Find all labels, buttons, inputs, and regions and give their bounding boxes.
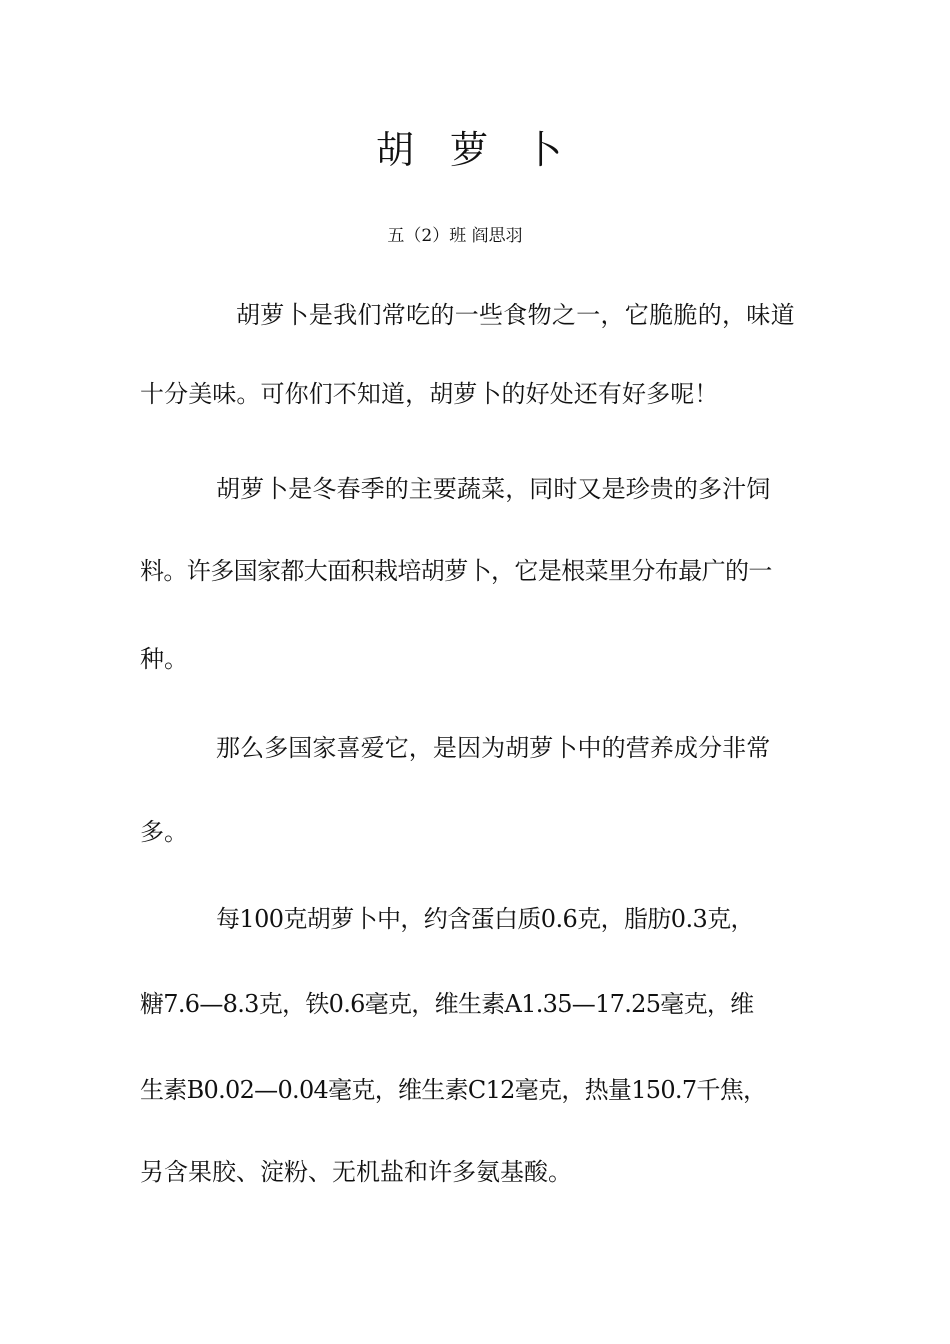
paragraph-4-line-1: 每100克胡萝卜中，约含蛋白质0.6克，脂肪0.3克， bbox=[216, 905, 754, 933]
paragraph-1-line-2: 十分美味。可你们不知道，胡萝卜的好处还有好多呢！ bbox=[140, 380, 719, 408]
paragraph-2-line-1: 胡萝卜是冬春季的主要蔬菜，同时又是珍贵的多汁饲 bbox=[216, 475, 771, 503]
paragraph-4-line-2: 糖7.6—8.3克，铁0.6毫克，维生素A1.35—17.25毫克，维 bbox=[140, 990, 754, 1018]
author-byline: 五（2）班 阎思羽 bbox=[387, 226, 523, 246]
paragraph-4-line-3: 生素B0.02—0.04毫克，维生素C12毫克，热量150.7千焦， bbox=[140, 1076, 767, 1104]
document-title: 胡 萝 卜 bbox=[375, 128, 575, 172]
paragraph-2-line-2: 料。许多国家都大面积栽培胡萝卜，它是根菜里分布最广的一 bbox=[140, 557, 772, 585]
paragraph-3-line-2: 多。 bbox=[140, 818, 188, 846]
paragraph-1-line-1: 胡萝卜是我们常吃的一些食物之一，它脆脆的，味道 bbox=[236, 301, 795, 329]
paragraph-4-line-4: 另含果胶、淀粉、无机盐和许多氨基酸。 bbox=[140, 1158, 572, 1186]
paragraph-3-line-1: 那么多国家喜爱它，是因为胡萝卜中的营养成分非常 bbox=[216, 734, 771, 762]
paragraph-2-line-3: 种。 bbox=[140, 645, 188, 673]
